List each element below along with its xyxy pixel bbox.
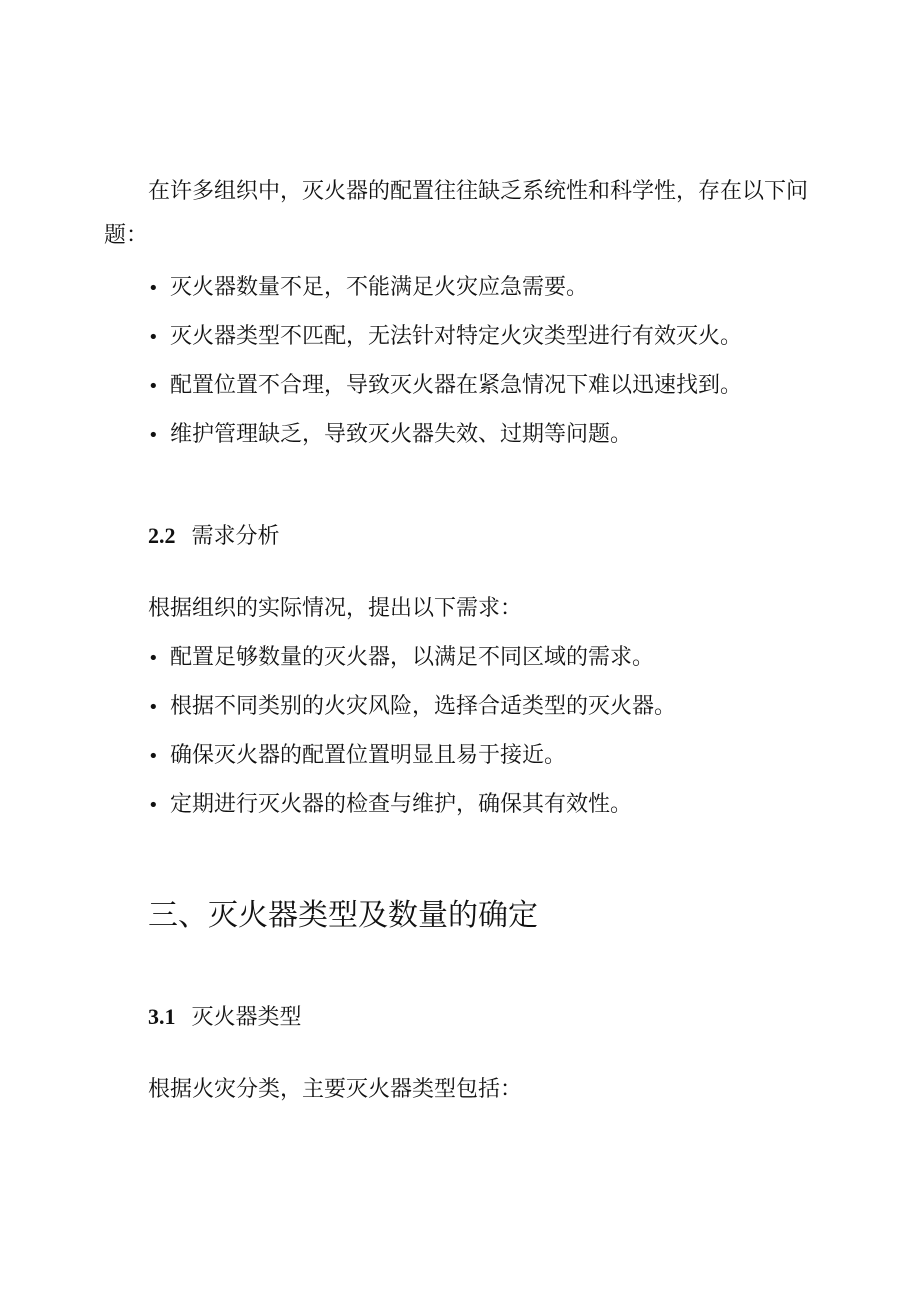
chapter-heading: 三、灭火器类型及数量的确定	[148, 898, 538, 933]
list-item: • 定期进行灭火器的检查与维护，确保其有效性。	[148, 780, 676, 829]
section-heading-3-1	[148, 1002, 302, 1033]
list-item: • 配置位置不合理，导致灭火器在紧急情况下难以迅速找到。	[148, 361, 742, 410]
section-title: 需求分析	[191, 524, 280, 549]
needs-intro: 根据组织的实际情况，提出以下需求：	[148, 596, 523, 621]
list-item: • 确保灭火器的配置位置明显且易于接近。	[148, 731, 676, 780]
list-item: • 配置足够数量的灭火器，以满足不同区域的需求。	[148, 633, 676, 682]
list-item: • 灭火器数量不足，不能满足火灾应急需要。	[148, 263, 742, 312]
section-number: 2.2	[148, 523, 176, 548]
section-heading-2-2	[148, 521, 280, 552]
section-title: 灭火器类型	[191, 1005, 302, 1030]
section-number: 3.1	[148, 1004, 176, 1029]
types-intro: 根据火灾分类，主要灭火器类型包括：	[148, 1077, 523, 1102]
list-item: • 根据不同类别的火灾风险，选择合适类型的灭火器。	[148, 682, 676, 731]
intro-paragraph: 在许多组织中，灭火器的配置往往缺乏系统性和科学性，存在以下问题：	[104, 179, 809, 248]
problem-list	[148, 263, 742, 459]
list-item: • 维护管理缺乏，导致灭火器失效、过期等问题。	[148, 410, 742, 459]
list-item: • 灭火器类型不匹配，无法针对特定火灾类型进行有效灭火。	[148, 312, 742, 361]
needs-list	[148, 633, 676, 829]
